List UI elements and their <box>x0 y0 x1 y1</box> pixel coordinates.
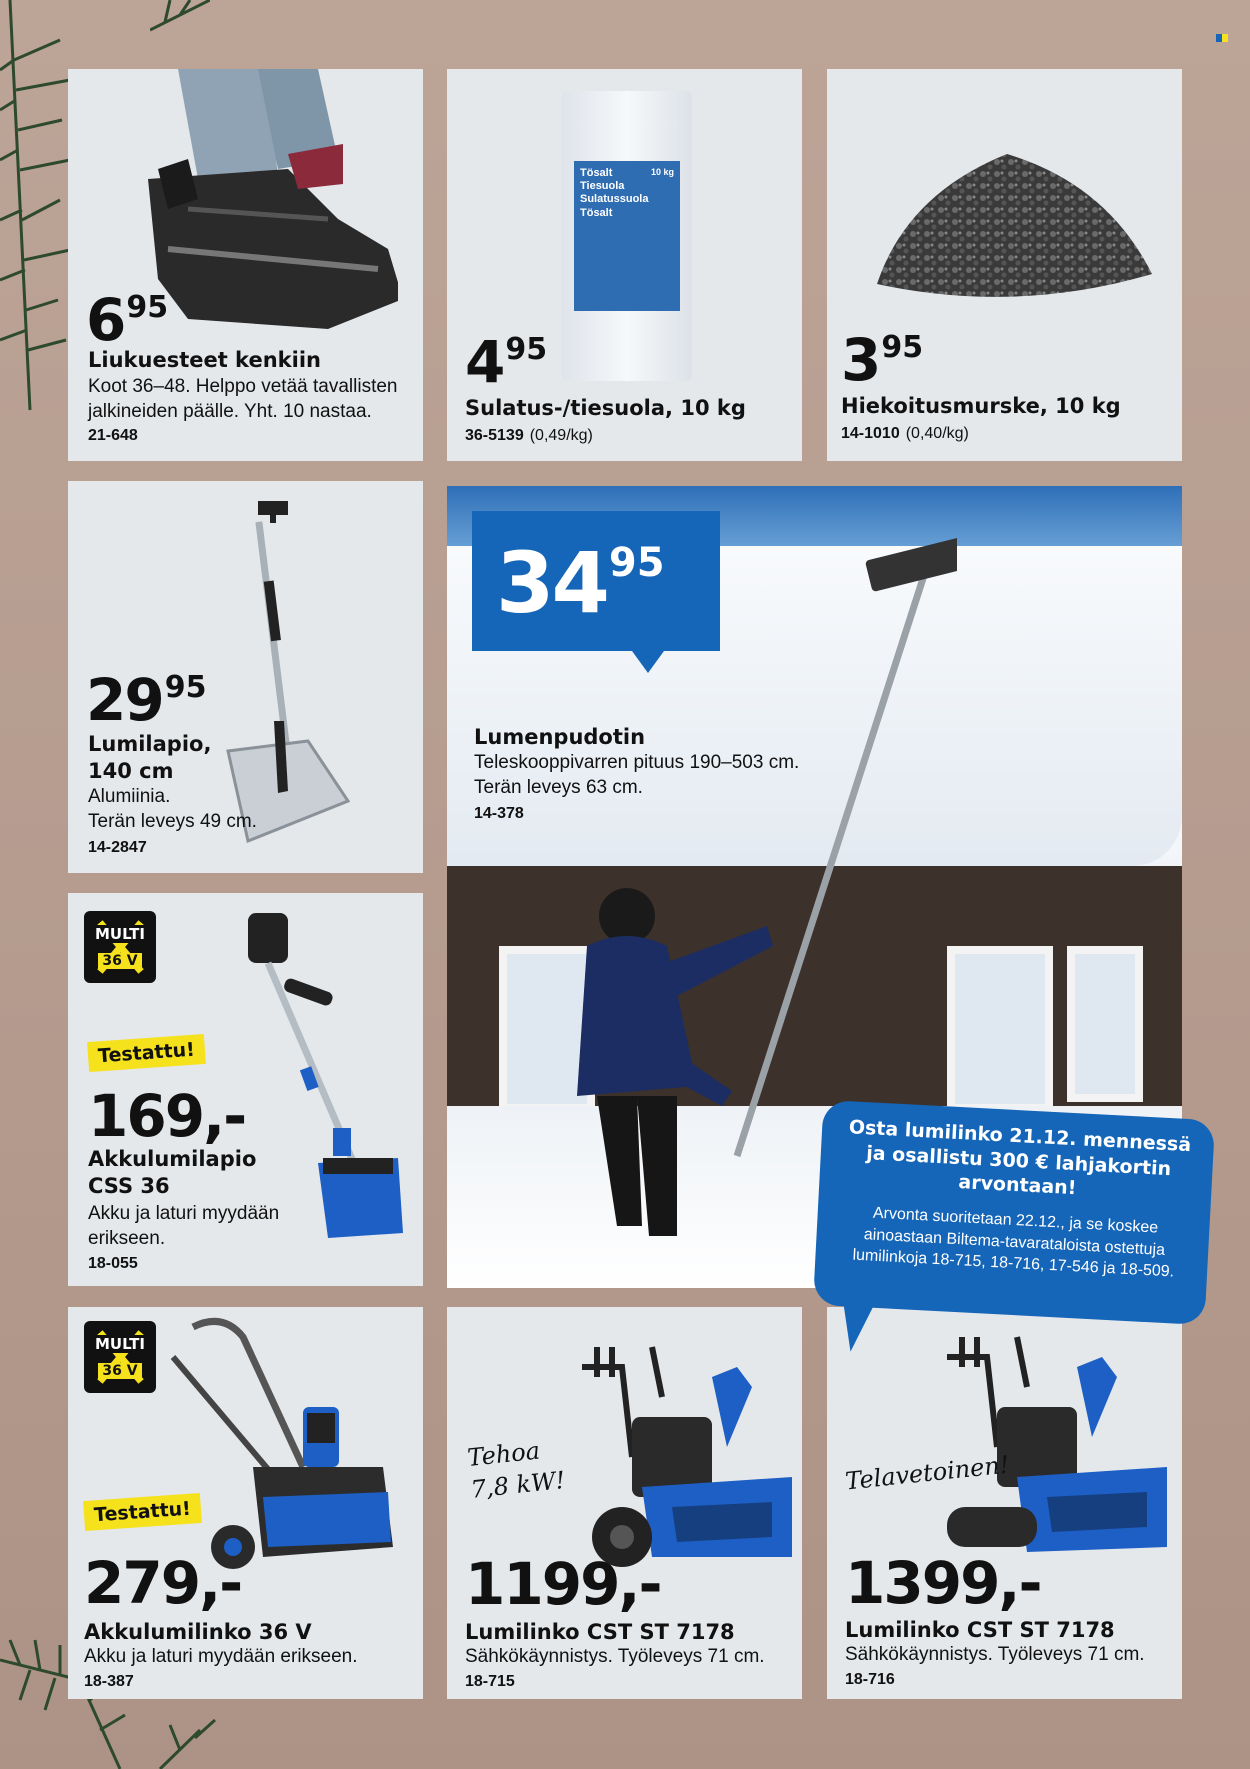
product-description: Koot 36–48. Helppo vetää tavallisten jalkineiden päälle. Yht. 10 nastaa. <box>88 376 398 422</box>
price: 279,- <box>84 1549 242 1617</box>
unit-price: (0,49/kg) <box>529 427 593 444</box>
product-title: Akkulumilinko 36 V <box>84 1620 312 1644</box>
salt-bag-image <box>562 91 692 381</box>
multi-36v-badge: MULTI 36 V <box>84 1321 156 1393</box>
product-card-snow-blower-715[interactable] <box>447 1307 802 1699</box>
price: 2995 <box>86 666 207 734</box>
product-description: Sähkökäynnistys. Työleveys 71 cm. <box>845 1644 1145 1665</box>
promo-body: Arvonta suoritetaan 22.12., ja se koskee ainoastaan Biltema-tavarataloista ostettuja lumilinkoja 18-715, 18-716, 17-546 ja 18-509. <box>852 1204 1175 1281</box>
product-code: 14-1010 (0,40/kg) <box>841 425 969 442</box>
tracked-note: Telavetoinen! <box>843 1450 1011 1496</box>
price: 169,- <box>88 1082 246 1150</box>
product-card-road-salt[interactable] <box>447 69 802 461</box>
battery-blower-image <box>163 1317 423 1577</box>
product-card-shovel[interactable] <box>68 481 423 873</box>
product-title: Lumilinko CST ST 7178 <box>465 1620 735 1644</box>
tested-badge: Testattu! <box>87 1034 206 1072</box>
product-description: Sähkökäynnistys. Työleveys 71 cm. <box>465 1646 765 1667</box>
cabin-window-far <box>1067 946 1143 1102</box>
promo-bubble-tail <box>841 1301 876 1353</box>
product-code: 21-648 <box>88 427 138 444</box>
product-description: Teleskooppivarren pituus 190–503 cm. Terän leveys 63 cm. <box>474 752 800 798</box>
promo-headline: Osta lumilinko 21.12. mennessä ja osallistu 300 € lahjakortin arvontaan! <box>848 1116 1192 1200</box>
product-title: Lumilapio, 140 cm <box>88 732 212 784</box>
product-title: Sulatus-/tiesuola, 10 kg <box>465 396 746 420</box>
grit-pile-image <box>867 134 1157 309</box>
price: 495 <box>465 328 548 396</box>
product-card-battery-blower[interactable] <box>68 1307 423 1699</box>
price-bubble-tail <box>632 651 664 673</box>
product-title: Hiekoitusmurske, 10 kg <box>841 394 1121 418</box>
product-card-ice-grips[interactable] <box>68 69 423 461</box>
product-code: 18-055 <box>88 1255 138 1272</box>
product-card-grit[interactable] <box>827 69 1182 461</box>
price-bubble <box>472 511 720 651</box>
price: 395 <box>841 326 924 394</box>
multi-36v-badge: MULTI 36 V <box>84 911 156 983</box>
salt-bag-text: Tösalt Tiesuola Sulatussuola Tösalt <box>580 167 649 219</box>
price: 3495 <box>496 534 665 632</box>
product-code: 14-2847 <box>88 839 147 856</box>
product-description: Alumiinia. Terän leveys 49 cm. <box>88 786 257 832</box>
product-description: Akku ja laturi myydään erikseen. <box>84 1646 358 1667</box>
product-card-snow-blower-716[interactable] <box>827 1307 1182 1699</box>
price: 695 <box>86 286 169 354</box>
product-title: Akkulumilapio CSS 36 <box>88 1147 257 1199</box>
product-card-battery-shovel[interactable] <box>68 893 423 1286</box>
price: 1199,- <box>465 1550 661 1618</box>
product-code: 14-378 <box>474 805 524 822</box>
price: 1399,- <box>845 1549 1041 1617</box>
ice-grips-image <box>128 69 398 339</box>
power-note: Tehoa 7,8 kW! <box>466 1436 567 1505</box>
unit-price: (0,40/kg) <box>905 425 969 442</box>
snow-blower-wheels-image <box>562 1337 802 1577</box>
product-description: Akku ja laturi myydään erikseen. <box>88 1203 280 1249</box>
fir-branch-top <box>150 0 210 40</box>
tested-badge: Testattu! <box>83 1493 202 1531</box>
cabin-window-right <box>947 946 1053 1112</box>
brand-logo <box>1216 34 1228 42</box>
product-title: Lumenpudotin <box>474 725 646 749</box>
product-code: 18-716 <box>845 1671 895 1688</box>
product-title: Liukuesteet kenkiin <box>88 348 321 372</box>
salt-bag-label <box>574 161 680 311</box>
product-code: 18-387 <box>84 1673 134 1690</box>
product-title: Lumilinko CST ST 7178 <box>845 1618 1115 1642</box>
snow-blower-tracks-image <box>927 1327 1177 1567</box>
product-code: 36-5139 (0,49/kg) <box>465 427 593 444</box>
product-code: 18-715 <box>465 1673 515 1690</box>
salt-bag-weight: 10 kg <box>650 167 674 177</box>
promo-bubble <box>813 1100 1215 1325</box>
